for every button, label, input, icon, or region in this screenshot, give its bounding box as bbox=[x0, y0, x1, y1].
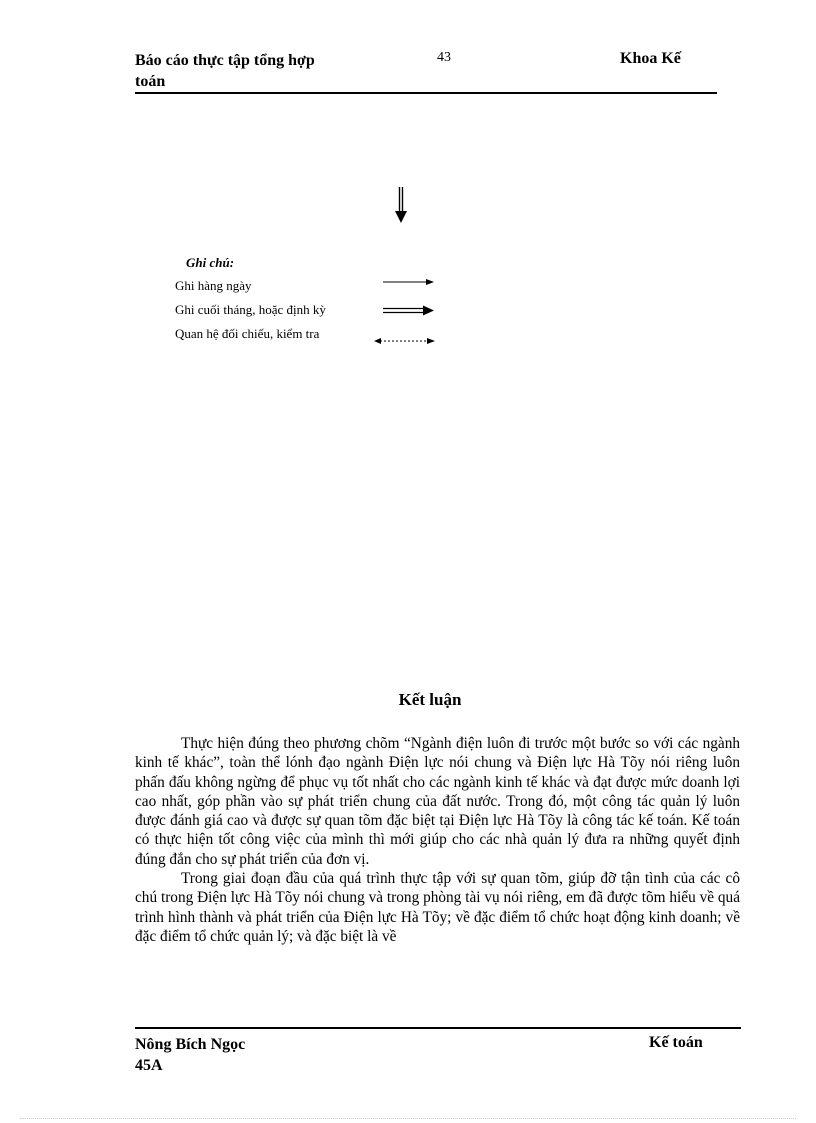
paragraph: Thực hiện đúng theo phương chõm “Ngành điện luôn đi trước một bước so với các ngành kinh tế khác”, toàn thể lónh đạo ngành Điện lực nói chung và Điện lực Hà Tõy nói riêng luôn phấn đấu không ngừng để phục vụ tốt nhất cho các ngành kinh tế khác và đạt được mức doanh lợi cao nhất, góp phần vào sự phát triển chung của đất nước. Trong đó, một công tác quản lý luôn được đánh giá cao và được sự quan tõm đặc biệt tại Điện lực Hà Tõy là công tác kế toán. Kế toán có thực hiện tốt công việc của mình thì mới giúp cho các nhà quản lý đưa ra những quyết định đúng đắn cho sự phát triển của đơn vị. bbox=[135, 735, 740, 868]
conclusion-body bbox=[135, 734, 740, 946]
page-edge bbox=[20, 1118, 796, 1119]
legend-item-daily: Ghi hàng ngày bbox=[175, 278, 252, 293]
dotted-bidirectional-arrow-icon bbox=[372, 335, 438, 347]
legend-item-periodic: Ghi cuối tháng, hoặc định kỳ bbox=[175, 302, 326, 317]
footer-class: 45A bbox=[135, 1057, 163, 1074]
header-department: Khoa Kế bbox=[620, 50, 681, 67]
double-arrow-icon bbox=[382, 304, 436, 318]
header-title bbox=[135, 50, 315, 92]
paragraph: Trong giai đoạn đầu của quá trình thực tập với sự quan tõm, giúp đỡ tận tình của các cô chú trong Điện lực Hà Tõy nói chung và trong phòng tài vụ nói riêng, em đã được tõm hiểu về quá trình hình thành và phát triển của Điện lực Hà Tõy; về đặc điểm tổ chức hoạt động kinh doanh; về đặc điểm tổ chức quản lý; và đặc biệt là về bbox=[135, 870, 740, 945]
single-arrow-icon bbox=[382, 276, 436, 288]
header-title-line2: toán bbox=[135, 73, 166, 90]
header-title-line1: Báo cáo thực tập tổng hợp bbox=[135, 52, 315, 69]
conclusion-title: Kết luận bbox=[398, 690, 462, 709]
footer-author: Nông Bích Ngọc bbox=[135, 1036, 246, 1053]
header-rule bbox=[135, 92, 717, 94]
legend-title: Ghi chú: bbox=[186, 255, 235, 270]
legend-item-crosscheck: Quan hệ đối chiếu, kiểm tra bbox=[175, 326, 320, 341]
page-number: 43 bbox=[437, 50, 451, 65]
down-double-arrow-icon bbox=[392, 186, 410, 224]
footer-rule bbox=[135, 1027, 741, 1029]
footer-author-block bbox=[135, 1034, 245, 1076]
footer-major: Kế toán bbox=[649, 1034, 703, 1051]
